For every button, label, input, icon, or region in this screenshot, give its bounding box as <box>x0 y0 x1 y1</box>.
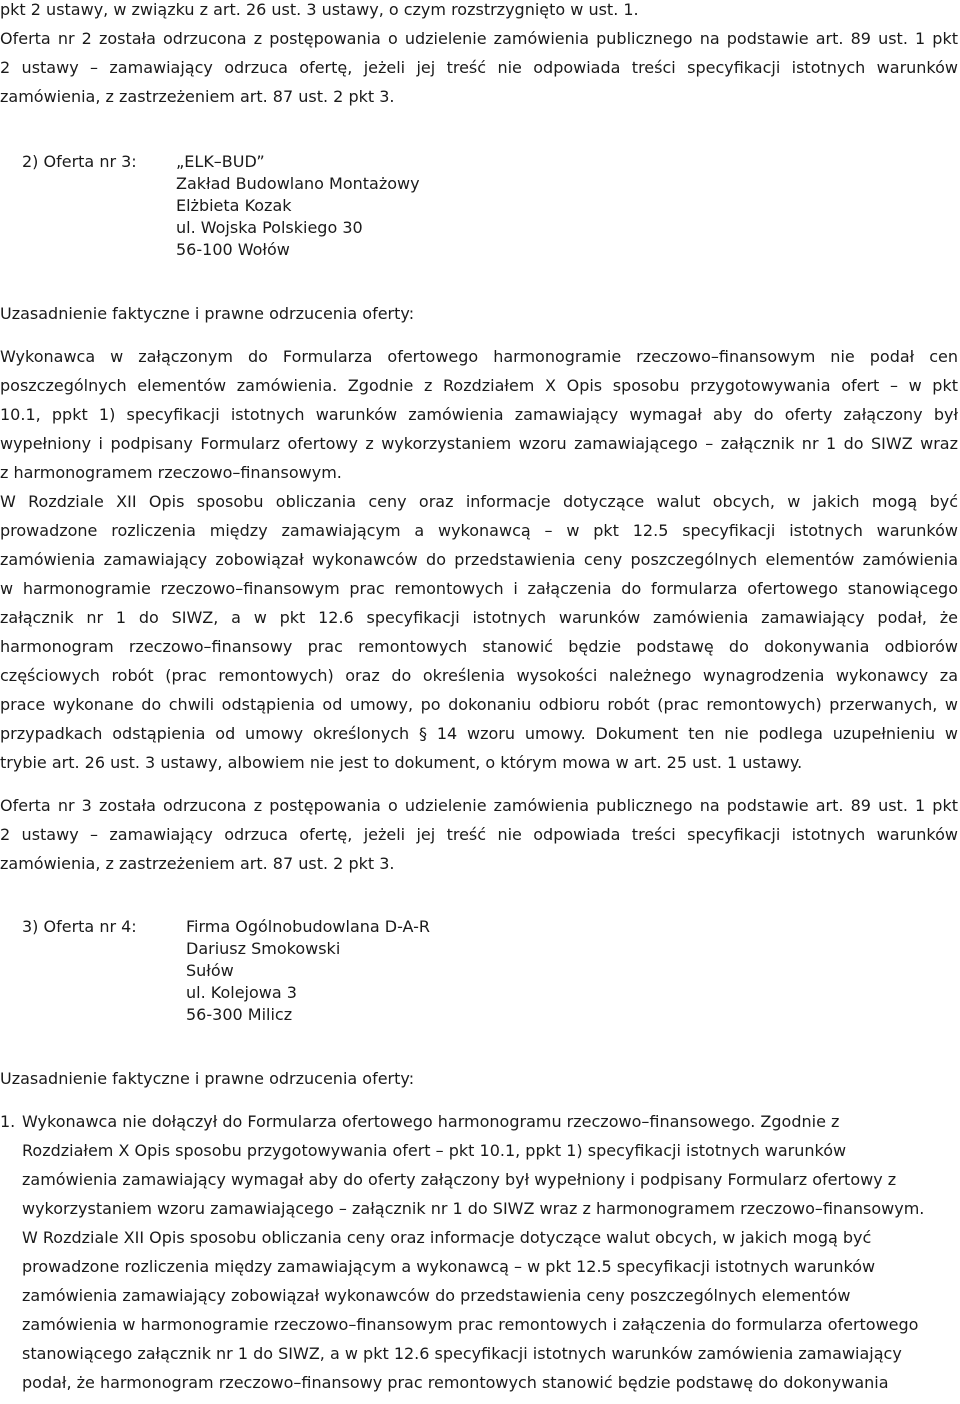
address-line: ul. Wojska Polskiego 30 <box>176 218 363 237</box>
address-line: Zakład Budowlano Montażowy <box>176 174 420 193</box>
address-line: 56-300 Milicz <box>186 1005 293 1024</box>
address-line: Dariusz Smokowski <box>186 939 341 958</box>
list-item-line: W Rozdziale XII Opis sposobu obliczania ceny oraz informacje dotyczące walut obcych, w jakich mogą być <box>22 1228 872 1247</box>
address-line: Elżbieta Kozak <box>176 196 292 215</box>
section-heading: Uzasadnienie faktyczne i prawne odrzucenia oferty: <box>0 1069 415 1088</box>
text-line: poszczególnych elementów zamówienia. Zgodnie z Rozdziałem X Opis sposobu przygotowywania ofert – w pkt <box>0 376 958 395</box>
text-line: harmonogram rzeczowo–finansowy prac remontowych stanowić będzie podstawę do dokonywania odbiorów <box>0 637 958 656</box>
text-line: 10.1, ppkt 1) specyfikacji istotnych warunków zamówienia zamawiający wymagał aby do oferty załączony był <box>0 405 958 424</box>
list-item-line: prowadzone rozliczenia między zamawiającym a wykonawcą – w pkt 12.5 specyfikacji istotnych warunków <box>22 1257 876 1276</box>
address-line: Sułów <box>186 961 234 980</box>
text-line: wypełniony i podpisany Formularz ofertowy z wykorzystaniem wzoru zamawiającego – załącznik nr 1 do SIWZ wraz <box>0 434 958 453</box>
text-line: W Rozdziale XII Opis sposobu obliczania ceny oraz informacje dotyczące walut obcych, w jakich mogą być <box>0 492 958 511</box>
address-line: 56-100 Wołów <box>176 240 290 259</box>
address-line: Firma Ogólnobudowlana D-A-R <box>186 917 431 936</box>
text-line: 2 ustawy – zamawiający odrzuca ofertę, jeżeli jej treść nie odpowiada treści specyfikacji istotnych warunków <box>0 58 958 77</box>
list-item-line: zamówienia zamawiający zobowiązał wykonawców do przedstawienia ceny poszczególnych elementów <box>22 1286 851 1305</box>
text-line: zamówienia zamawiający zobowiązał wykonawców do przedstawienia ceny poszczególnych elementów zamówienia <box>0 550 958 569</box>
text-line: Oferta nr 2 została odrzucona z postępowania o udzielenie zamówienia publicznego na podstawie art. 89 ust. 1 pkt <box>0 29 958 48</box>
text-line: prace wykonane do chwili odstąpienia od umowy, po dokonaniu odbioru robót (prac remontowych) przerwanych, w <box>0 695 958 714</box>
address-line: ul. Kolejowa 3 <box>186 983 297 1002</box>
text-line: w harmonogramie rzeczowo–finansowym prac remontowych i załączenia do formularza ofertowego stanowiącego <box>0 579 958 598</box>
text-line: 2 ustawy – zamawiający odrzuca ofertę, jeżeli jej treść nie odpowiada treści specyfikacji istotnych warunków <box>0 825 958 844</box>
text-line: pkt 2 ustawy, w związku z art. 26 ust. 3 ustawy, o czym rozstrzygnięto w ust. 1. <box>0 0 639 19</box>
list-item-line: stanowiącego załącznik nr 1 do SIWZ, a w pkt 12.6 specyfikacji istotnych warunków zamówienia zamawiający <box>22 1344 902 1363</box>
text-line: przypadkach odstąpienia od umowy określonych § 14 wzoru umowy. Dokument ten nie podlega uzupełnieniu w <box>0 724 958 743</box>
section-heading: Uzasadnienie faktyczne i prawne odrzucenia oferty: <box>0 304 415 323</box>
offer-label: 2) Oferta nr 3: <box>22 152 137 171</box>
text-line: częściowych robót (prac remontowych) oraz do określenia wysokości należnego wynagrodzenia wykonawcy za <box>0 666 958 685</box>
text-line: zamówienia, z zastrzeżeniem art. 87 ust. 2 pkt 3. <box>0 854 395 873</box>
text-line: Wykonawca w załączonym do Formularza ofertowego harmonogramie rzeczowo–finansowym nie podał cen <box>0 347 958 366</box>
list-item-line: podał, że harmonogram rzeczowo–finansowy prac remontowych stanowić będzie podstawę do dokonywania <box>22 1373 889 1392</box>
text-line: załącznik nr 1 do SIWZ, a w pkt 12.6 specyfikacji istotnych warunków zamówienia zamawiający podał, że <box>0 608 958 627</box>
list-item-line: Rozdziałem X Opis sposobu przygotowywania ofert – pkt 10.1, ppkt 1) specyfikacji istotnych warunków <box>22 1141 847 1160</box>
list-item-line: zamówienia zamawiający wymagał aby do oferty załączony był wypełniony i podpisany Formularz ofertowy z <box>22 1170 897 1189</box>
list-item-number: 1. <box>0 1112 16 1131</box>
address-line: „ELK–BUD” <box>176 152 265 171</box>
text-line: Oferta nr 3 została odrzucona z postępowania o udzielenie zamówienia publicznego na podstawie art. 89 ust. 1 pkt <box>0 796 958 815</box>
text-line: trybie art. 26 ust. 3 ustawy, albowiem nie jest to dokument, o którym mowa w art. 25 ust. 1 ustawy. <box>0 753 803 772</box>
text-line: z harmonogramem rzeczowo–finansowym. <box>0 463 342 482</box>
offer-label: 3) Oferta nr 4: <box>22 917 137 936</box>
text-line: zamówienia, z zastrzeżeniem art. 87 ust. 2 pkt 3. <box>0 87 395 106</box>
text-line: prowadzone rozliczenia między zamawiającym a wykonawcą – w pkt 12.5 specyfikacji istotnych warunków <box>0 521 958 540</box>
list-item-line: Wykonawca nie dołączył do Formularza ofertowego harmonogramu rzeczowo–finansowego. Zgodnie z <box>22 1112 840 1131</box>
list-item-line: zamówienia w harmonogramie rzeczowo–finansowym prac remontowych i załączenia do formularza ofertowego <box>22 1315 919 1334</box>
list-item-line: wykorzystaniem wzoru zamawiającego – załącznik nr 1 do SIWZ wraz z harmonogramem rzeczowo–finansowym. <box>22 1199 925 1218</box>
